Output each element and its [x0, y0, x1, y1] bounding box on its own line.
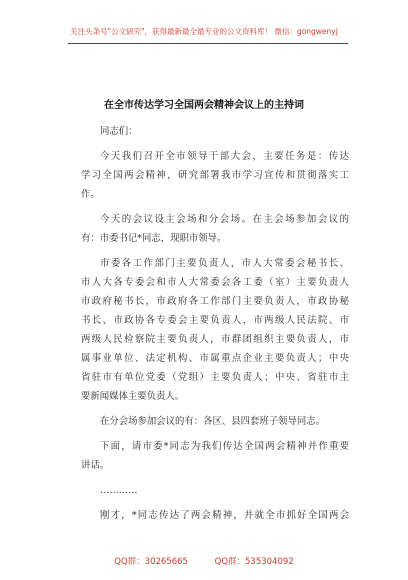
document-line: 两级人民检察院主要负责人，市群团组织主要负责人，市: [81, 334, 349, 345]
document-line: 同志们：: [100, 126, 138, 137]
document-line: 书长、市政协各专委会主要负责人，市两级人民法院、市: [81, 315, 349, 326]
footer: [0, 555, 408, 567]
header-divider: [68, 43, 348, 44]
document-line: 有：市委书记*同志，现职市领导。: [81, 233, 227, 244]
qq-group-2: QQ群：535304092: [214, 557, 294, 567]
document-line: 今天我们召开全市领导干部大会，主要任务是：传达: [100, 151, 349, 162]
document-line: 刚才，*同志传达了两会精神，并就全市抓好全国两会: [100, 510, 349, 521]
document-line: 市人大各专委会和市人大常委会各工委（室）主要负责人: [81, 277, 349, 288]
document-line: 在分会场参加会议的有：各区、县四套班子领导同志。: [100, 416, 326, 427]
qq-group-1: QQ群：30265665: [114, 557, 188, 567]
document-line: 属事业单位、法定机构、市属重点企业主要负责人；中央: [81, 353, 349, 364]
document-line: 市政府秘书长，市政府各工作部门主要负责人，市政协秘: [81, 296, 349, 307]
document-line: 下面，请市委*同志为我们传达全国两会精神并作重要: [100, 441, 349, 452]
document-line: …………: [100, 485, 138, 496]
document-line: 市委各工作部门主要负责人，市人大常委会秘书长、: [100, 258, 349, 269]
document-line: 要新闻媒体主要负责人。: [81, 391, 185, 402]
header-banner: 关注头条号"公文研究"，获得最新最全最专业的公文资料库！ 微信：gongwenyj: [70, 27, 338, 36]
document-body: [81, 122, 349, 525]
document-line: 作。: [81, 189, 100, 200]
document-title: 在全市传达学习全国两会精神会议上的主持词: [104, 100, 304, 111]
document-line: 讲话。: [81, 460, 110, 471]
document-line: 今天的会议设主会场和分会场。在主会场参加会议的: [100, 214, 349, 225]
document-line: 学习全国两会精神，研究部署我市学习宣传和贯彻落实工: [81, 170, 349, 181]
document-line: 省驻市有单位党委（党组）主要负责人；中央、省驻市主: [81, 372, 349, 383]
